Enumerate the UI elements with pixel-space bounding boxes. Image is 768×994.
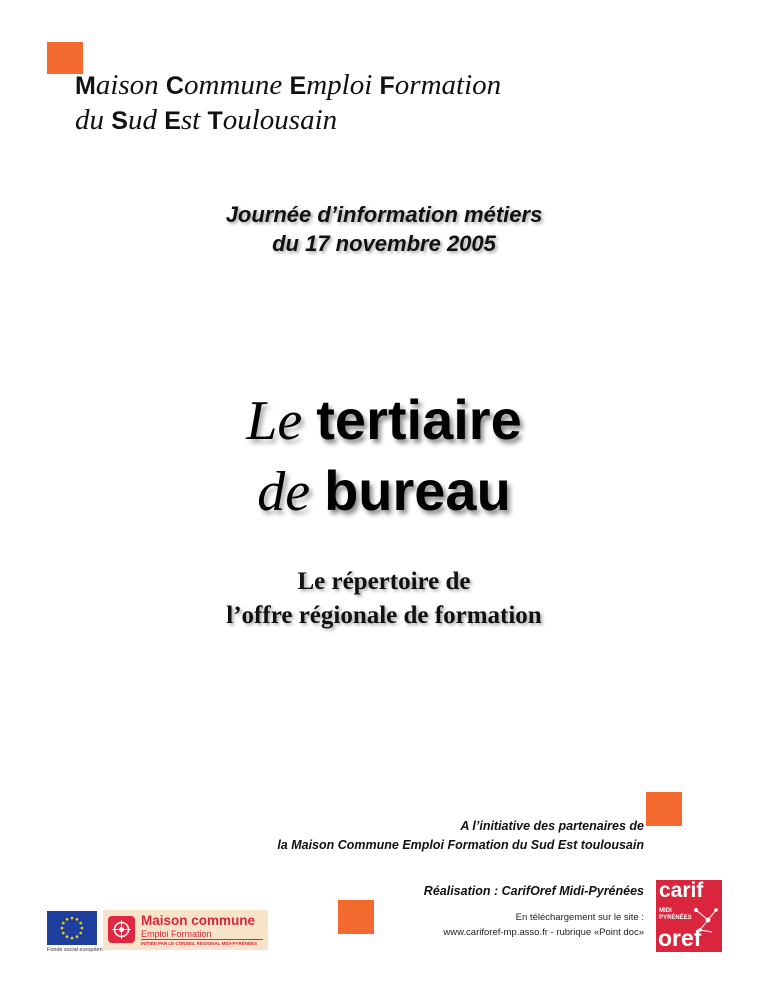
organization-name (75, 68, 501, 138)
initiative-credit: A l’initiative des partenaires de la Maison Commune Emploi Formation du Sud Est toulousain (277, 819, 644, 852)
event-date: du 17 novembre 2005 (272, 231, 496, 256)
initial-letter: M (75, 72, 96, 100)
eu-flag-logo (47, 911, 97, 945)
maison-commune-logo: Maison commune Emploi Formation INITIÉE PAR LE CONSEIL RÉGIONAL MIDI-PYRÉNÉES (103, 910, 268, 950)
title-line-1: Le tertiaire (246, 388, 522, 452)
download-url[interactable]: www.cariforef-mp.asso.fr - rubrique «Point doc» (443, 927, 644, 938)
initial-letter: S (111, 107, 128, 135)
orange-square-bottom (338, 900, 374, 934)
title-line-2: de bureau (257, 459, 511, 523)
document-title (0, 385, 768, 527)
eu-stars-icon (47, 911, 97, 945)
download-info: En téléchargement sur le site : www.cariforef-mp.asso.fr - rubrique «Point doc» (443, 912, 644, 938)
organization-line-2: du Sud Est Toulousain (75, 104, 338, 136)
initial-letter: E (289, 72, 307, 100)
initial-letter: F (379, 72, 395, 100)
orange-square-right (646, 792, 682, 826)
event-title: Journée d’information métiers (225, 202, 543, 227)
event-heading (0, 200, 768, 258)
realisation-credit: Réalisation : CarifOref Midi-Pyrénées (423, 884, 644, 898)
organization-line-1: Maison Commune Emploi Formation (75, 69, 502, 101)
document-subtitle: Le répertoire de l’offre régionale de formation (226, 568, 542, 629)
emblem-icon (108, 916, 135, 943)
initial-letter: T (207, 107, 223, 135)
initial-letter: C (165, 72, 184, 100)
carif-oref-logo: carif MIDI PYRÉNÉES oref (656, 880, 722, 952)
eu-caption: Fonds social européen (47, 947, 103, 953)
initial-letter: E (164, 107, 181, 135)
